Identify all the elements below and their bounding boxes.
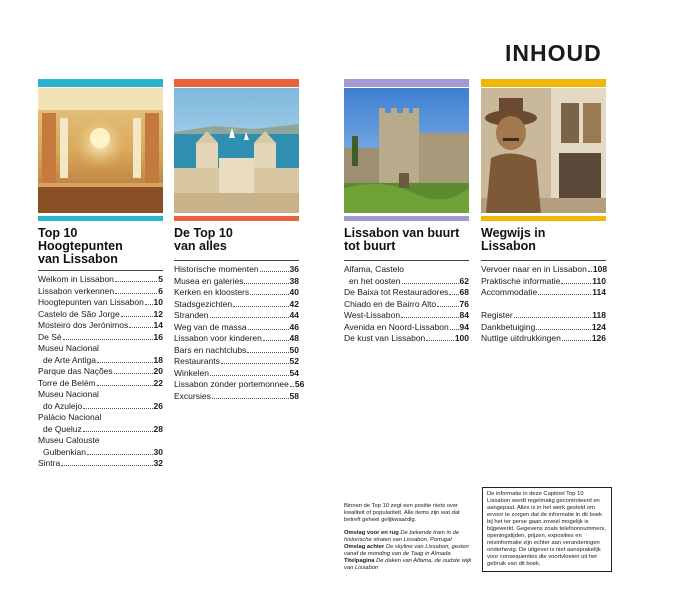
leader-dots [248,329,289,330]
toc-entry[interactable] [38,274,163,286]
leader-dots [538,294,591,295]
leader-dots [210,317,289,318]
toc-entry-page: 14 [153,320,163,330]
toc-entry-page: 16 [153,331,163,342]
leader-dots [401,317,458,318]
toc-entry[interactable] [344,333,469,345]
palace-ballroom-photo [38,88,163,213]
cover-credits: Omslag voor en rug De bekende tram in de historische straten van Lissabon, Portugal Omslag achter De skyline van Lissabon, gezien vanaf de monding van de Taag in Almada Titelpagina De daken van Alfama, de oudste wijk van Lissabon [344,530,472,571]
toc-entry[interactable] [174,379,305,391]
leader-dots [83,431,153,432]
toc-entry-page: 30 [153,446,163,457]
column-title: De Top 10 van alles [174,226,233,253]
toc-entry-page: 100 [454,333,469,343]
toc-entry-label: en het oosten [349,275,401,286]
toc-entry-label: West-Lissabon [344,310,401,320]
toc-entry-label: Winkelen [174,367,209,378]
leader-dots [263,340,289,341]
toc-entry-page: 22 [153,377,163,388]
toc-entry-label: de Queluz [43,423,82,434]
toc-entry-label: De kust van Lissabon [344,333,426,343]
toc-spacer [481,299,606,311]
toc-entry[interactable] [344,322,469,334]
toc-entry-page: 44 [289,310,299,320]
toc-entry-page: 58 [289,390,299,401]
leader-dots [260,271,289,272]
toc-entry-page: 46 [289,321,299,332]
toc-column-top10 [38,79,163,470]
leader-dots [97,385,153,386]
toc-entry[interactable] [174,368,299,380]
toc-entry-label: Lissabon zonder portemonnee [174,379,289,389]
column-title: Top 10 Hoogtepunten van Lissabon [38,226,123,266]
toc-entry-label: do Azulejo [43,400,83,411]
toc-entry-label: Excursies [174,390,211,401]
toc-entry[interactable] [174,276,299,288]
toc-entry-page: 38 [289,275,299,286]
toc-entry[interactable] [38,412,163,435]
leader-dots [514,317,592,318]
toc-entry[interactable] [38,378,163,390]
leader-dots [536,329,590,330]
leader-dots [83,408,152,409]
toc-entry-page: 126 [591,333,606,343]
toc-entry-label: De Baixa tot Restauradores [344,287,449,297]
toc-entry[interactable] [174,356,299,368]
toc-entry-label: Register [481,310,513,320]
caption-notes [344,503,474,578]
toc-entry-label: Castelo de São Jorge [38,308,120,319]
toc-entry-page: 40 [289,287,299,297]
accent-bar [481,79,606,87]
toc-list [38,274,163,470]
toc-entry-label: Kerken en kloosters [174,287,250,297]
leader-dots [244,283,288,284]
toc-entry-page: 10 [153,297,163,307]
leader-dots [87,454,153,455]
toc-entry-label: De Sé [38,331,62,342]
leader-dots [145,304,153,305]
toc-entry-label: Parque das Nações [38,366,113,376]
column-title: Wegwijs in Lissabon [481,226,546,253]
toc-entry-page: 124 [591,321,606,332]
toc-entry-label: Stadsgezichten [174,298,233,309]
toc-entry-label: Bars en nachtclubs [174,344,247,355]
toc-entry-label-line: Alfama, Castelo [344,264,404,274]
leader-dots [210,375,289,376]
leader-dots [129,327,152,328]
leader-dots [121,316,153,317]
toc-entry-label: Torre de Belém [38,377,96,388]
toc-entry[interactable] [38,297,163,309]
toc-entry-page: 18 [153,354,163,365]
toc-column-van-buurt-tot-buurt [344,79,469,345]
toc-entry[interactable] [38,286,163,298]
toc-entry-page: 20 [153,366,163,376]
toc-entry-label-line: Museu Calouste [38,435,100,445]
toc-entry-label: Lissabon verkennen [38,285,115,296]
toc-entry-page: 36 [289,264,299,274]
castle-photo [344,88,469,213]
leader-dots [426,340,454,341]
leader-dots [437,306,458,307]
toc-entry-label: Musea en galeries [174,275,244,286]
toc-entry-label-line: Museu Nacional [38,343,99,353]
toc-entry[interactable] [174,310,299,322]
leader-dots [561,283,591,284]
leader-dots [221,363,289,364]
toc-entry-page: 62 [459,275,469,286]
toc-entry-page: 28 [153,423,163,434]
accent-bar [174,79,299,87]
toc-entry[interactable] [344,310,469,322]
leader-dots [114,373,153,374]
toc-entry[interactable] [38,435,163,458]
toc-entry[interactable] [38,458,163,470]
toc-column-top10-van-alles [174,79,305,402]
toc-column-wegwijs [481,79,606,345]
leader-dots [588,271,592,272]
toc-entry[interactable] [174,345,299,357]
toc-entry-label: Avenida en Noord-Lissabon [344,321,449,332]
leader-dots [212,398,289,399]
toc-list [174,264,305,402]
toc-list [481,264,606,345]
toc-entry-label-line: Palácio Nacional [38,412,102,422]
toc-entry-page: 6 [158,285,163,296]
toc-entry[interactable] [38,343,163,366]
disclaimer-box: De informatie in deze Capitool Top 10 Lissabon wordt regelmatig gecontroleerd en aangepast. Alles is in het werk gesteld om ervoor te zorgen dat de informatie in dit boek bij het ter perse gaan zoveel mogelijk is bijgewerkt. Gegevens zoals telefoonnummers, openingstijden, prijzen, exposities en reisinformatie zijn echter aan veranderingen onderhevig. De uitgever is niet aansprakelijk voor consequenties die voortvloeien uit het gebruik van dit boek. [482,487,612,572]
title-divider [344,260,469,261]
toc-entry[interactable] [174,299,299,311]
toc-entry[interactable] [174,287,299,299]
toc-entry-label: Nuttige uitdrukkingen [481,333,561,343]
toc-entry-page: 54 [289,367,299,378]
toc-entry[interactable] [38,320,163,332]
accent-bar [344,79,469,87]
page-title: INHOUD [505,40,602,66]
toc-entry-page: 52 [289,356,299,366]
accent-bar [38,79,163,87]
toc-entry-page: 68 [459,287,469,297]
toc-entry-label: Stranden [174,310,209,320]
toc-entry-page: 118 [592,310,606,320]
leader-dots [449,294,458,295]
leader-dots [290,386,294,387]
toc-entry[interactable] [38,389,163,412]
toc-entry-label: Restaurants [174,356,220,366]
toc-entry-label: Mosteiro dos Jerónimos [38,320,129,330]
toc-entry-page: 94 [459,321,469,332]
toc-entry-label: Hoogtepunten van Lissabon [38,297,144,307]
leader-dots [63,339,153,340]
toc-entry-page: 110 [592,275,606,286]
leader-dots [115,293,157,294]
toc-entry-page: 114 [592,287,606,297]
toc-entry[interactable] [344,287,469,299]
toc-entry-page: 42 [289,298,299,309]
leader-dots [402,283,459,284]
toc-entry-label: Welkom in Lissabon [38,274,114,284]
toc-entry[interactable] [481,310,606,322]
leader-dots [250,294,288,295]
leader-dots [97,362,153,363]
toc-entry-label: Sintra [38,458,61,468]
toc-list [344,264,469,345]
toc-entry-label: Vervoer naar en in Lissabon [481,264,587,274]
toc-entry[interactable] [481,287,606,299]
toc-entry[interactable] [174,391,299,403]
toc-entry[interactable] [38,366,163,378]
toc-entry[interactable] [38,332,163,344]
leader-dots [562,340,591,341]
accent-underline [38,216,163,221]
toc-entry-label: de Arte Antiga [43,354,96,365]
toc-entry[interactable] [344,264,469,287]
accent-underline [481,216,606,221]
toc-entry-page: 84 [459,310,469,320]
toc-entry-label: Weg van de massa [174,321,247,332]
toc-entry-page: 56 [294,379,305,389]
toc-entry-label: Dankbetuiging [481,321,536,332]
toc-entry-page: 50 [289,344,299,355]
title-divider [481,260,606,261]
belem-tower-photo [174,88,299,213]
toc-entry[interactable] [38,309,163,321]
toc-entry[interactable] [481,322,606,334]
leader-dots [247,352,288,353]
column-title: Lissabon van buurt tot buurt [344,226,460,253]
top10-note: Binnen de Top 10 zegt een positie niets over kwaliteit of populariteit. Alle items zijn wat dat betreft geheel gelijkwaardig. [344,503,460,523]
toc-entry-page: 26 [153,400,163,411]
toc-entry[interactable] [481,276,606,288]
toc-entry-page: 12 [153,308,163,319]
toc-entry-page: 32 [153,458,163,468]
toc-entry-label: Lissabon voor kinderen [174,333,262,343]
toc-entry[interactable] [174,322,299,334]
leader-dots [115,281,157,282]
accent-underline [344,216,469,221]
title-divider [174,260,299,261]
toc-entry[interactable] [344,299,469,311]
leader-dots [450,329,459,330]
leader-dots [61,465,152,466]
toc-entry-page: 108 [592,264,608,274]
title-divider [38,270,163,271]
toc-entry-label-line: Museu Nacional [38,389,99,399]
toc-entry-label: Accommodatie [481,287,538,297]
toc-entry[interactable] [481,264,606,276]
toc-entry-page: 5 [158,274,163,284]
toc-entry[interactable] [174,333,299,345]
toc-entry[interactable] [174,264,299,276]
toc-entry-label: Historische momenten [174,264,259,274]
pessoa-statue-photo [481,88,606,213]
toc-entry-page: 48 [289,333,299,343]
toc-entry-label: Chiado en de Bairro Alto [344,298,437,309]
toc-entry-label: Praktische informatie [481,275,561,286]
toc-entry-page: 76 [459,298,469,309]
accent-underline [174,216,299,221]
leader-dots [233,306,288,307]
toc-entry[interactable] [481,333,606,345]
toc-entry-label: Gulbenkian [43,446,87,457]
